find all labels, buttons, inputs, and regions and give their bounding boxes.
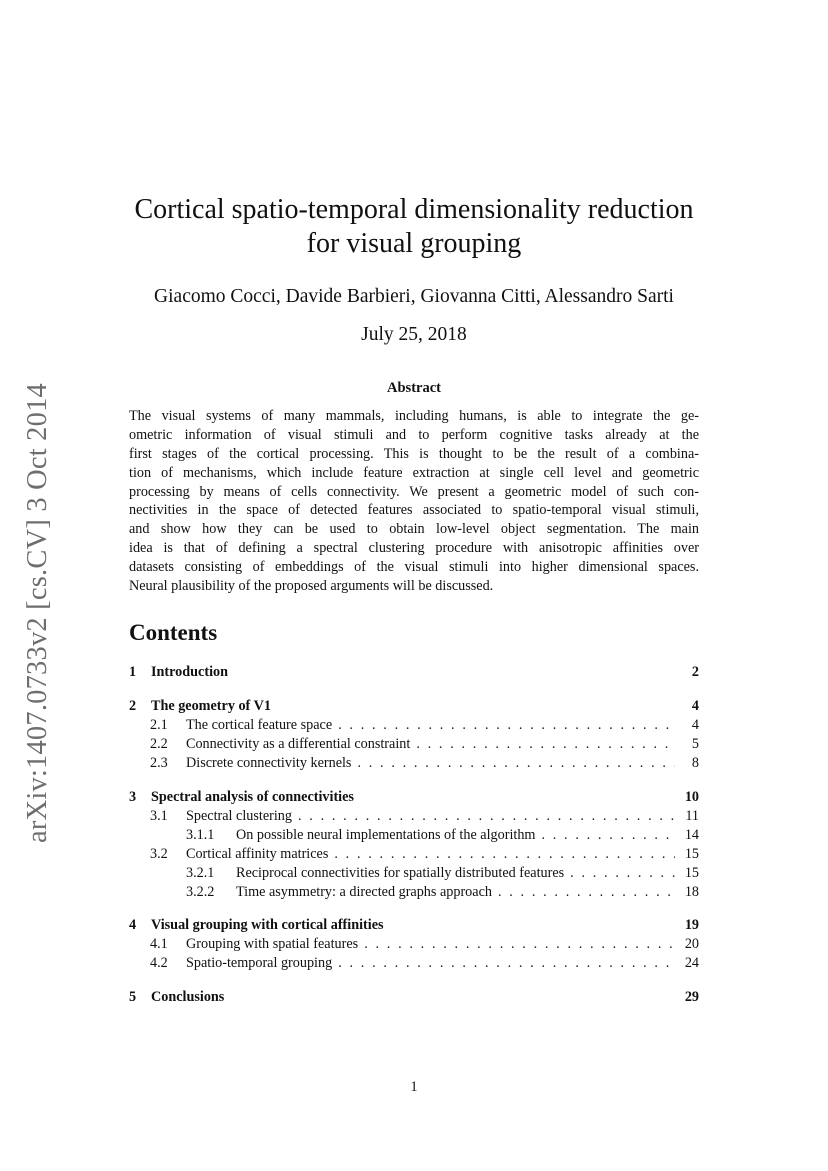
toc-entry-title: Visual grouping with cortical affinities [151,917,384,933]
toc-entry-number: 5 [129,989,137,1005]
toc-entry-title: Conclusions [151,989,225,1005]
toc-entry-title: Reciprocal connectivities for spatially distributed features [236,865,565,881]
toc-entry-title: Introduction [151,664,228,680]
toc-entry-number: 4 [129,917,137,933]
toc-entry-title: Spatio-temporal grouping [186,955,333,971]
toc-entry-page: 10 [684,789,699,805]
toc-entry-page: 8 [691,755,699,771]
toc-entry-number: 3.2 [150,846,168,862]
toc-entry-title: The geometry of V1 [151,698,271,714]
toc-leader-dots [358,935,675,954]
abstract-line: and show how they can be used to obtain low-level object segmentation. The main [129,521,699,538]
abstract-line: processing by means of cells connectivity. We present a geometric model of such con- [129,483,699,500]
toc-leader-dots [351,754,675,773]
page-number: 1 [410,1079,418,1095]
toc-entry-number: 1 [129,664,137,680]
toc-entry-number: 4.2 [150,955,168,971]
toc-entry-section-1[interactable] [129,663,699,682]
toc-entry-title: Discrete connectivity kernels [186,755,352,771]
toc-entry-title: Grouping with spatial features [186,936,359,952]
toc-entry-section-4[interactable] [129,916,699,935]
toc-entry-subsection-3-2[interactable] [129,845,699,864]
toc-entry-title: Spectral clustering [186,808,292,824]
abstract-line: ometric information of visual stimuli and to perform cognitive tasks already at the [129,426,699,443]
abstract-line: The visual systems of many mammals, including humans, is able to integrate the ge- [129,408,699,424]
toc-entry-page: 15 [684,865,699,881]
abstract-line: nectivities in the space of detected features associated to spatio-temporal visual stimuli, [129,502,699,519]
toc-entry-section-3[interactable] [129,788,699,807]
paper-title [100,193,728,261]
toc-entry-section-5[interactable] [129,988,699,1007]
toc-leader-dots [564,864,675,883]
abstract-line: datasets consisting of embeddings of the visual stimuli into higher dimensional spaces. [129,559,699,576]
toc-entry-number: 2 [129,698,137,714]
abstract-line: Neural plausibility of the proposed arguments will be discussed. [129,578,494,595]
toc-entry-number: 3.1.1 [186,827,215,843]
toc-entry-page: 5 [691,736,699,752]
toc-entry-subsection-4-2[interactable] [129,954,699,973]
toc-entry-number: 4.1 [150,936,168,952]
toc-leader-dots [410,735,675,754]
toc-leader-dots [535,826,675,845]
toc-leader-dots [328,845,675,864]
publication-date: July 25, 2018 [361,324,467,345]
arxiv-identifier-text: arXiv:1407.0733v2 [cs.CV] 3 Oct 2014 [22,383,54,843]
paper-title-line-2: for visual grouping [306,228,522,259]
toc-entry-subsection-3-1[interactable] [129,807,699,826]
toc-leader-dots [492,883,675,902]
toc-entry-page: 18 [684,884,699,900]
toc-entry-number: 3.2.2 [186,884,215,900]
toc-entry-page: 20 [684,936,699,952]
toc-entry-title: Connectivity as a differential constraint [186,736,411,752]
toc-entry-title: Time asymmetry: a directed graphs approach [236,884,492,900]
contents-heading: Contents [129,620,218,645]
toc-leader-dots [292,807,675,826]
toc-entry-number: 3 [129,789,137,805]
toc-entry-number: 2.2 [150,736,168,752]
toc-leader-dots [332,954,675,973]
toc-entry-page: 11 [685,808,699,824]
toc-entry-number: 3.2.1 [186,865,215,881]
toc-entry-subsection-2-2[interactable] [129,735,699,754]
abstract-body [129,407,699,596]
toc-entry-number: 3.1 [150,808,168,824]
toc-entry-page: 15 [684,846,699,862]
toc-entry-subsubsection-3-1-1[interactable] [129,826,699,845]
abstract-line: idea is that of defining a spectral clustering procedure with anisotropic affinities over [129,540,699,557]
abstract-line: tion of mechanisms, which include feature extraction at single cell level and geometric [129,464,699,481]
abstract-heading: Abstract [387,380,441,396]
toc-entry-subsubsection-3-2-2[interactable] [129,883,699,902]
toc-entry-title: On possible neural implementations of the algorithm [236,827,536,843]
toc-entry-page: 4 [691,717,699,733]
toc-entry-page: 14 [684,827,699,843]
toc-entry-number: 2.3 [150,755,168,771]
author-list: Giacomo Cocci, Davide Barbieri, Giovanna Citti, Alessandro Sarti [154,286,674,307]
abstract-line: first stages of the cortical processing. This is thought to be the result of a combina- [129,445,699,462]
toc-entry-subsubsection-3-2-1[interactable] [129,864,699,883]
toc-entry-page: 4 [691,698,699,714]
arxiv-identifier-stamp [14,378,62,848]
toc-entry-page: 2 [691,664,699,680]
toc-leader-dots [332,716,675,735]
toc-entry-page: 29 [684,989,699,1005]
toc-entry-page: 19 [684,917,699,933]
toc-entry-number: 2.1 [150,717,168,733]
toc-entry-subsection-2-1[interactable] [129,716,699,735]
toc-entry-section-2[interactable] [129,697,699,716]
toc-entry-subsection-2-3[interactable] [129,754,699,773]
toc-entry-page: 24 [684,955,699,971]
toc-entry-title: The cortical feature space [186,717,333,733]
paper-title-line-1: Cortical spatio-temporal dimensionality reduction [134,194,694,225]
toc-entry-title: Spectral analysis of connectivities [151,789,354,805]
toc-entry-subsection-4-1[interactable] [129,935,699,954]
toc-entry-title: Cortical affinity matrices [186,846,329,862]
